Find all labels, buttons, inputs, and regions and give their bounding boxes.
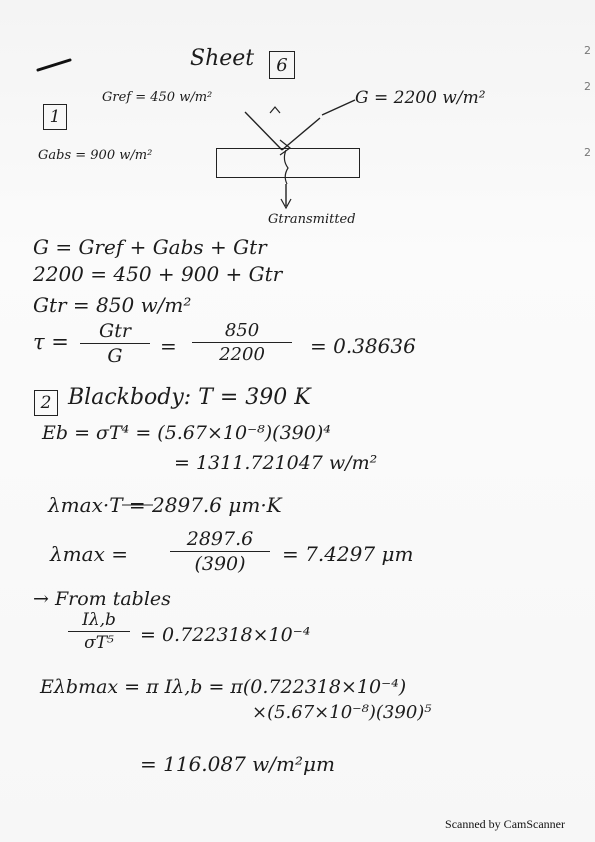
ratio-fraction xyxy=(68,610,130,653)
eb-result: = 1311.721047 w/m² xyxy=(174,452,378,474)
tau-num-numeric: 850 xyxy=(224,320,260,341)
tau-lhs: τ = xyxy=(33,330,69,354)
ratio-result: = 0.722318×10⁻⁴ xyxy=(140,624,311,646)
e-lambda-bmax-result: = 116.087 w/m²μm xyxy=(140,752,335,776)
edge-mark: 2 xyxy=(584,80,591,93)
sheet-number: 6 xyxy=(276,54,288,76)
g-transmitted-label: Gtransmitted xyxy=(268,212,356,227)
lambda-max-den: (390) xyxy=(194,553,246,575)
problem-1-number: 1 xyxy=(49,107,61,127)
fraction-bar xyxy=(68,631,130,632)
edge-mark: 2 xyxy=(584,44,591,57)
slab-rectangle xyxy=(216,148,360,178)
tau-den-symbolic: G xyxy=(107,345,123,367)
lambda-max-lhs: λmax = xyxy=(50,542,128,566)
tau-den-numeric: 2200 xyxy=(219,344,265,365)
problem-2-number: 2 xyxy=(40,393,52,413)
lambda-max-num: 2897.6 xyxy=(186,528,254,550)
fraction-bar xyxy=(192,342,292,343)
ratio-num: Iλ,b xyxy=(82,610,116,630)
ratio-den: σT⁵ xyxy=(84,633,114,653)
tau-fraction-symbolic xyxy=(80,320,150,367)
tau-num-symbolic: Gtr xyxy=(99,320,131,342)
blackbody-header: Blackbody: T = 390 K xyxy=(68,385,311,410)
e-lambda-bmax-line: Eλbmax = π Iλ,b = π(0.722318×10⁻⁴) xyxy=(40,676,407,698)
problem-2-number-box xyxy=(34,390,58,416)
g-incident-label: G = 2200 w/m² xyxy=(355,88,486,108)
wien-law: λmax·T = 2897.6 μm·K xyxy=(48,493,282,517)
problem-1-number-box xyxy=(43,104,67,130)
from-tables: → From tables xyxy=(33,588,171,610)
eq-g-sum: G = Gref + Gabs + Gtr xyxy=(33,235,267,259)
e-lambda-bmax-line2: ×(5.67×10⁻⁸)(390)⁵ xyxy=(252,702,432,723)
sheet-title-text: Sheet xyxy=(190,46,255,71)
scanner-footer: Scanned by CamScanner xyxy=(445,817,565,831)
tau-result: = 0.38636 xyxy=(310,334,416,358)
eq-values: 2200 = 450 + 900 + Gtr xyxy=(33,262,283,286)
eq-g-transmitted: Gtr = 850 w/m² xyxy=(33,293,192,317)
lambda-max-fraction xyxy=(170,528,270,575)
eb-equation: Eb = σT⁴ = (5.67×10⁻⁸)(390)⁴ xyxy=(42,422,331,444)
tau-equals: = xyxy=(160,334,177,358)
tau-fraction-numeric xyxy=(192,320,292,365)
sheet-number-box xyxy=(269,51,295,79)
edge-mark: 2 xyxy=(584,146,591,159)
fraction-bar xyxy=(170,551,270,552)
g-ref-label: Gref = 450 w/m² xyxy=(102,90,213,105)
sheet-title xyxy=(190,46,254,71)
g-abs-label: Gabs = 900 w/m² xyxy=(38,148,153,163)
fraction-bar xyxy=(80,343,150,344)
lambda-max-result: = 7.4297 μm xyxy=(282,542,414,566)
